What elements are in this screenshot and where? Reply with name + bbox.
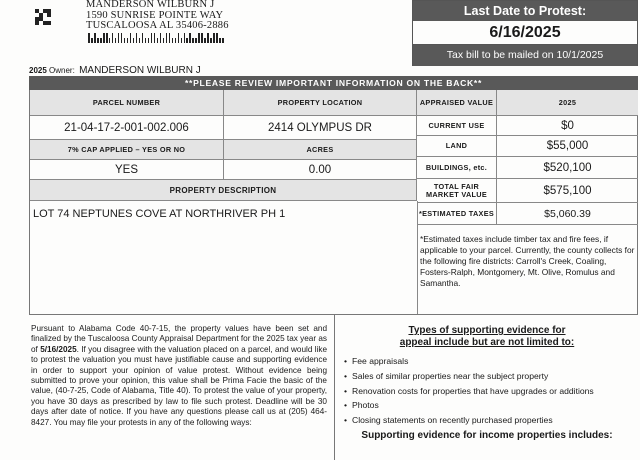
barcode-bar (195, 38, 197, 43)
land-value: $55,000 (497, 136, 638, 157)
owner-name: MANDERSON WILBURN J (79, 65, 201, 76)
owner-label: Owner: (49, 66, 75, 75)
barcode-bar (192, 38, 194, 43)
barcode-bar (118, 33, 120, 43)
barcode-bar (91, 38, 93, 43)
estimated-taxes-label: *ESTIMATED TAXES (417, 203, 497, 225)
barcode-bar (189, 33, 191, 43)
list-item: • Closing statements on recently purchased properties (344, 415, 638, 426)
barcode-bar (154, 33, 156, 43)
acres-header: ACRES (224, 140, 417, 160)
evidence-title-line-2: appeal include but are not limited to: (399, 337, 575, 348)
barcode-bar (166, 33, 168, 43)
barcode-bar (130, 33, 132, 43)
estimated-taxes-note: *Estimated taxes include timber tax and fire fees, if applicable to your parcel. Currently, the county collects for the following fire districts: Carroll's Creek, Coaling, Fosters-Ralph, Montgomery, Mt. Olive, Romulus and Samantha. (420, 234, 635, 288)
evidence-title-line-1: Types of supporting evidence for (408, 325, 566, 336)
estimated-taxes-value: $5,060.39 (497, 203, 638, 225)
barcode-bar (169, 33, 171, 43)
qr-code-icon (35, 9, 51, 25)
evidence-list (336, 356, 638, 426)
barcode-bar (160, 33, 162, 43)
mailing-address (86, 0, 229, 32)
owner-line (29, 65, 201, 76)
barcode-bar (97, 38, 99, 43)
barcode-bar (219, 38, 221, 43)
protest-header: Last Date to Protest: (413, 1, 637, 21)
barcode-bar (106, 33, 108, 43)
barcode-bar (175, 38, 177, 43)
barcode-bar (100, 38, 102, 43)
current-use-value: $0 (497, 116, 638, 136)
year-header: 2025 (497, 90, 638, 116)
barcode-bar (136, 33, 138, 43)
barcode-bar (133, 38, 135, 43)
barcode-bar (216, 33, 218, 43)
barcode-bar (145, 38, 147, 43)
list-item: • Sales of similar properties near the subject property (344, 371, 638, 382)
barcode-bar (186, 38, 188, 43)
buildings-label: BUILDINGS, etc. (417, 157, 497, 179)
appraised-value-header: APPRAISED VALUE (417, 90, 497, 116)
barcode-bar (222, 38, 224, 43)
barcode-bar (207, 33, 209, 43)
parcel-number-header: PARCEL NUMBER (30, 90, 224, 116)
instructions-part-2: . If you disagree with the valuation placed on a parcel, and would like to protest the valuation you must have justifiable cause and supporting evidence in order to support your opinion of value protest. Without evidence being submitted to prove your opinion, this value shall be Prima Facie the basic of the value, (40-7-25, Code of Alabama, Title 40). To protest the value of your property, you have 30 days as prescribed by law to file such protest. Deadline will be 30 days after date of notice. If you have any questions please call us at (205) 464-8427. You may file your protests in any of the following ways: (31, 344, 328, 427)
postal-barcode-icon (88, 33, 228, 43)
list-item: • Photos (344, 400, 638, 411)
property-location-header: PROPERTY LOCATION (224, 90, 417, 116)
current-use-label: CURRENT USE (417, 116, 497, 136)
table-divider (417, 201, 418, 314)
barcode-bar (163, 38, 165, 43)
parcel-number-value: 21-04-17-2-001-002.006 (30, 116, 224, 140)
buildings-value: $520,100 (497, 157, 638, 179)
barcode-bar (142, 33, 144, 43)
finalized-date: 5/16/2025 (40, 344, 77, 354)
evidence-section (336, 315, 638, 441)
barcode-bar (124, 38, 126, 43)
barcode-bar (94, 33, 96, 43)
property-table (29, 90, 638, 315)
acres-value: 0.00 (224, 160, 417, 180)
land-label: LAND (417, 136, 497, 157)
property-location-value: 2414 OLYMPUS DR (224, 116, 417, 140)
mailing-street: 1590 SUNRISE POINTE WAY (86, 9, 224, 21)
mailing-city: TUSCALOOSA AL 35406-2886 (86, 20, 229, 31)
list-item: • Fee appraisals (344, 356, 638, 367)
income-evidence-heading: Supporting evidence for income properties includes: (361, 429, 613, 441)
barcode-bar (184, 33, 186, 43)
barcode-bar (178, 33, 180, 43)
total-fair-market-label: TOTAL FAIR MARKET VALUE (417, 179, 497, 203)
list-item: • Renovation costs for properties that have upgrades or additions (344, 386, 638, 397)
barcode-bar (172, 38, 174, 43)
instructions-part-1: Pursuant to Alabama Code 40-7-15, the property values have been set and finalized by the Tuscaloosa County Appraisal Department for the 2025 tax year as of (31, 324, 327, 354)
barcode-bar (210, 38, 212, 43)
owner-year: 2025 (29, 66, 47, 75)
protest-date: 6/16/2025 (413, 21, 637, 45)
protest-deadline-box (412, 0, 638, 66)
barcode-bar (181, 38, 183, 43)
cap-applied-value: YES (30, 160, 224, 180)
tax-bill-mail-note: Tax bill to be mailed on 10/1/2025 (413, 45, 637, 66)
barcode-bar (201, 33, 203, 43)
barcode-bar (127, 38, 129, 43)
barcode-bar (115, 38, 117, 43)
barcode-bar (213, 33, 215, 43)
column-divider (334, 315, 335, 460)
barcode-bar (112, 33, 114, 43)
protest-instructions (31, 324, 327, 428)
review-banner: **PLEASE REVIEW IMPORTANT INFORMATION ON THE BACK** (29, 76, 638, 90)
barcode-bar (109, 38, 111, 43)
property-description-value: LOT 74 NEPTUNES COVE AT NORTHRIVER PH 1 (33, 208, 286, 220)
barcode-bar (139, 38, 141, 43)
barcode-bar (88, 33, 90, 43)
mailing-name: MANDERSON WILBURN J (86, 0, 215, 10)
barcode-bar (151, 33, 153, 43)
barcode-bar (103, 33, 105, 43)
evidence-title (336, 325, 638, 349)
cap-applied-header: 7% CAP APPLIED – YES OR NO (30, 140, 224, 160)
barcode-bar (157, 38, 159, 43)
property-description-header: PROPERTY DESCRIPTION (30, 180, 417, 201)
barcode-bar (198, 33, 200, 43)
barcode-bar (204, 38, 206, 43)
barcode-bar (121, 33, 123, 43)
barcode-bar (148, 38, 150, 43)
total-fair-market-value: $575,100 (497, 179, 638, 203)
